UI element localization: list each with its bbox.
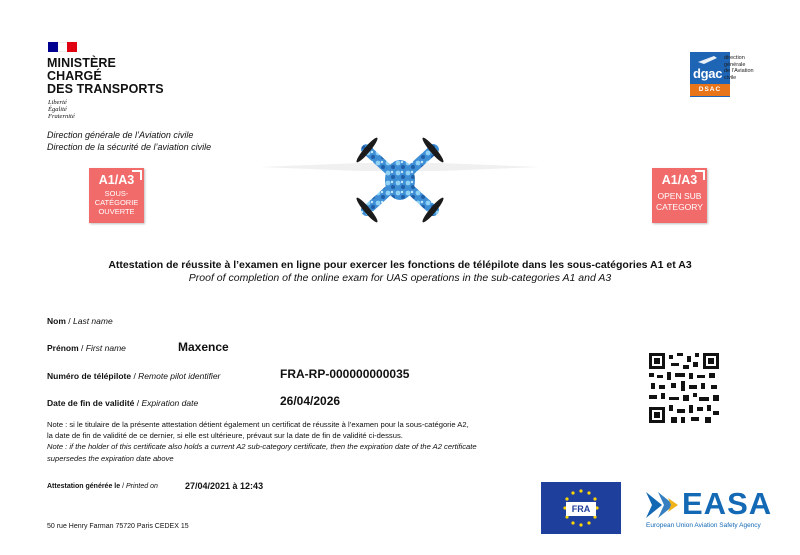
label-en: Remote pilot identifier <box>138 371 221 381</box>
certificate-title-en: Proof of completion of the online exam for UAS operations in the sub-categories A1 and A3 <box>188 272 612 284</box>
motto-fraternite: Fraternité <box>48 113 75 120</box>
label-fr: Nom <box>47 316 66 326</box>
badge-open-sub-category <box>652 168 707 223</box>
direction-securite: Direction de la sécurité de l’aviation civile <box>47 142 212 152</box>
note-block <box>47 419 477 464</box>
address: 50 rue Henry Farman 75720 Paris CEDEX 15 <box>47 523 189 530</box>
badge-line: OUVERTE <box>98 207 135 216</box>
ministry-line-1: MINISTÈRE <box>47 56 116 70</box>
dgac-side-line: générale <box>724 61 746 68</box>
dgac-side-line: de l’Aviation <box>724 68 754 74</box>
label-fr: Date de fin de validité <box>47 398 135 408</box>
label-en: Last name <box>72 316 113 326</box>
note-en-line-1: Note : if the holder of this certificate also holds a current A2 sub-category certificate, then the expiration date of the A2 certificate <box>47 442 477 452</box>
dsac-label: DSAC <box>690 84 730 96</box>
generated-value: 27/04/2021 à 12:43 <box>185 481 264 491</box>
direction-generale: Direction générale de l’Aviation civile <box>47 130 194 140</box>
badge-code: A1/A3 <box>98 173 135 187</box>
field-pilot-id-value: FRA-RP-000000000035 <box>280 367 410 381</box>
qr-code-icon <box>649 353 719 423</box>
generated-label: Attestation générée le / Printed on <box>47 483 158 490</box>
easa-subtitle: European Union Aviation Safety Agency <box>646 522 761 529</box>
note-fr-line-2: la date de fin de validité de ce dernier, si elle est ultérieure, prévaut sur la date de fin de validité ci-dessus. <box>47 431 403 441</box>
note-fr-line-1: Note : si le titulaire de la présente attestation détient également un certificat de réussite à l’examen pour la sous-catégorie A2, <box>47 420 469 429</box>
generated-label-fr: Attestation générée le <box>47 483 121 490</box>
ministry-name <box>47 57 164 96</box>
generated-label-en: Printed on <box>125 483 158 490</box>
french-flag-icon <box>48 42 77 52</box>
motto-liberte: Liberté <box>48 99 67 106</box>
badge-code: A1/A3 <box>661 173 698 187</box>
field-prenom-label: Prénom / First name <box>47 343 126 353</box>
field-expiry-value: 26/04/2026 <box>280 394 341 408</box>
dgac-logo-text: dgac <box>693 66 723 81</box>
badge-corner-icon <box>132 170 142 180</box>
certificate-title-fr: Attestation de réussite à l’examen en ligne pour exercer les fonctions de télépilote dans les sous-catégories A1 et A3 <box>108 259 692 271</box>
easa-emblem-icon <box>644 488 680 522</box>
badge-corner-icon <box>695 170 705 180</box>
field-pilot-id-label: Numéro de télépilote / Remote pilot identifier <box>47 371 221 381</box>
dgac-side-text <box>724 55 754 81</box>
field-expiry-label: Date de fin de validité / Expiration date <box>47 398 199 408</box>
badge-line: CATÉGORIE <box>94 198 139 207</box>
label-fr: Numéro de télépilote <box>47 371 132 381</box>
label-en: First name <box>85 343 126 353</box>
label-en: Expiration date <box>141 398 199 408</box>
field-nom-label: Nom / Last name <box>47 316 113 326</box>
easa-logo-text: EASA <box>682 486 773 521</box>
dgac-side-line: civile <box>724 74 737 81</box>
fra-logo-text: FRA <box>566 502 596 516</box>
republic-motto <box>48 99 75 120</box>
dgac-side-line: direction <box>724 55 745 61</box>
motto-egalite: Égalité <box>48 106 67 113</box>
ministry-line-2: CHARGÉ <box>47 69 102 83</box>
note-en-line-2: supersedes the expiration date above <box>47 453 174 463</box>
badge-line: OPEN SUB <box>657 191 702 201</box>
badge-line: SOUS- <box>104 189 129 198</box>
ministry-line-3: DES TRANSPORTS <box>47 82 164 96</box>
field-prenom-value: Maxence <box>178 340 229 354</box>
badge-line: CATEGORY <box>656 202 703 212</box>
label-fr: Prénom <box>47 343 79 353</box>
badge-sous-categorie-ouverte <box>89 168 144 223</box>
direction-lines <box>47 129 211 153</box>
quadcopter-drone-icon <box>345 130 455 230</box>
